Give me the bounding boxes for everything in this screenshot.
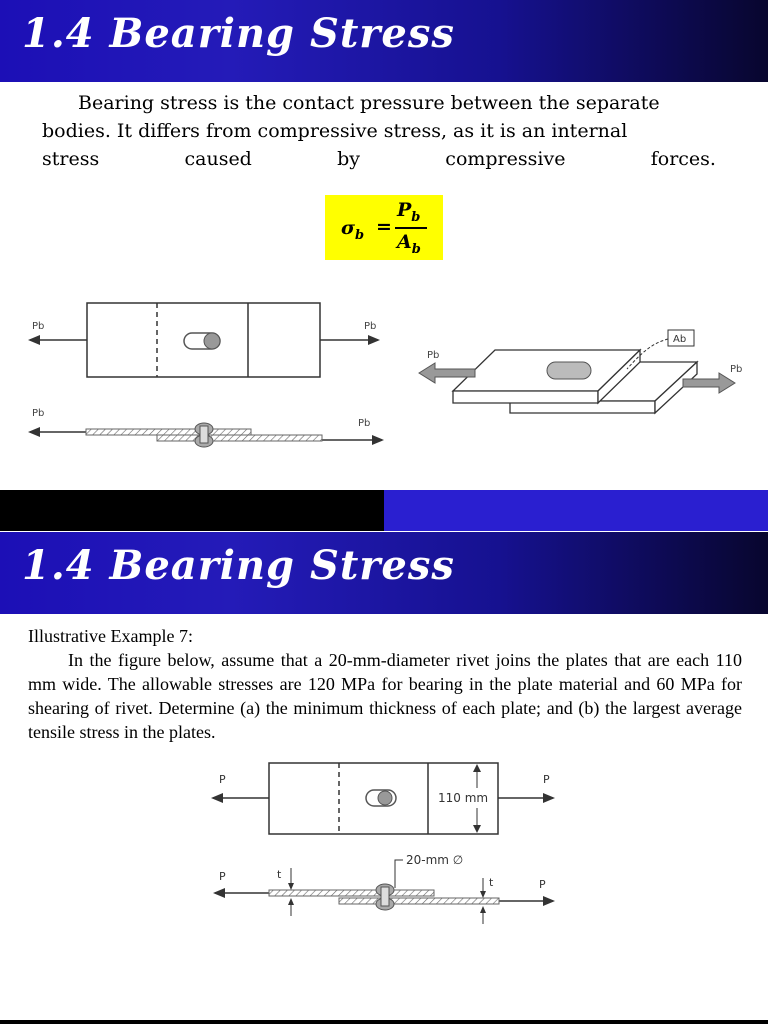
upper-plate-section xyxy=(86,429,251,435)
example-plate-top-view-figure xyxy=(205,760,565,930)
slide-separator xyxy=(0,490,384,531)
example-heading: Illustrative Example 7: xyxy=(28,626,193,646)
pb-label: Pb xyxy=(358,418,371,429)
rivet-shank xyxy=(381,887,389,906)
slide-separator-accent xyxy=(384,490,768,531)
definition-line-3 xyxy=(42,145,716,173)
illustrative-example xyxy=(28,624,742,744)
word: forces. xyxy=(650,148,716,170)
rivet-leader-line xyxy=(395,860,403,888)
lower-plate-section xyxy=(339,898,499,904)
bottom-border xyxy=(0,1020,768,1024)
lower-plate-section xyxy=(157,435,322,441)
t-label: t xyxy=(489,876,494,889)
formula-denominator: $A_b$ xyxy=(397,231,421,257)
definition-line-1: Bearing stress is the contact pressure between the separate xyxy=(78,92,660,114)
pb-label: Pb xyxy=(364,321,377,332)
word: by xyxy=(337,148,361,170)
slide2-title-banner xyxy=(0,532,768,614)
p-label: P xyxy=(543,773,550,786)
width-label: 110 mm xyxy=(438,791,489,805)
formula-equals: = xyxy=(376,216,392,238)
formula-numerator: $P_b$ xyxy=(397,199,421,225)
ab-label: Ab xyxy=(673,334,687,345)
rivet-diameter-label: 20-mm ∅ xyxy=(406,853,464,867)
rivet-head xyxy=(378,791,392,805)
t-label: t xyxy=(277,868,282,881)
definition-line-2: bodies. It differs from compressive stress, as it is an internal xyxy=(42,120,628,142)
pb-label: Pb xyxy=(730,364,743,375)
slide2-title: 1.4 Bearing Stress xyxy=(22,542,455,589)
word: compressive xyxy=(445,148,566,170)
rivet-joint-isometric-figure xyxy=(415,325,755,425)
pb-label: Pb xyxy=(32,321,45,332)
rivet-slot xyxy=(547,362,591,379)
p-label: P xyxy=(219,870,226,883)
rivet-shank xyxy=(200,426,208,443)
rivet-joint-top-view-figure xyxy=(24,298,394,458)
word: stress xyxy=(42,148,100,170)
rivet-head xyxy=(204,333,220,349)
fraction-bar xyxy=(395,227,427,229)
bearing-stress-formula xyxy=(325,195,443,260)
upper-plate-section xyxy=(269,890,434,896)
bearing-stress-definition xyxy=(42,89,716,173)
example-problem-statement: In the figure below, assume that a 20-mm-diameter rivet joins the plates that are each 110 mm wide. The allowable stresses are 120 MPa for bearing in the plate material and 60 MPa for shearing of rivet. Determine (a) the minimum thickness of each plate; and (b) the largest average tensile stress in the plates. xyxy=(28,650,742,742)
p-label: P xyxy=(539,878,546,891)
formula-lhs: $\sigma_b$ xyxy=(341,217,365,243)
word: caused xyxy=(184,148,252,170)
p-label: P xyxy=(219,773,226,786)
pb-label: Pb xyxy=(32,408,45,419)
pb-label: Pb xyxy=(427,350,440,361)
upper-plate-front xyxy=(453,391,598,403)
slide1-title-banner xyxy=(0,0,768,82)
slide1-title: 1.4 Bearing Stress xyxy=(22,10,455,57)
